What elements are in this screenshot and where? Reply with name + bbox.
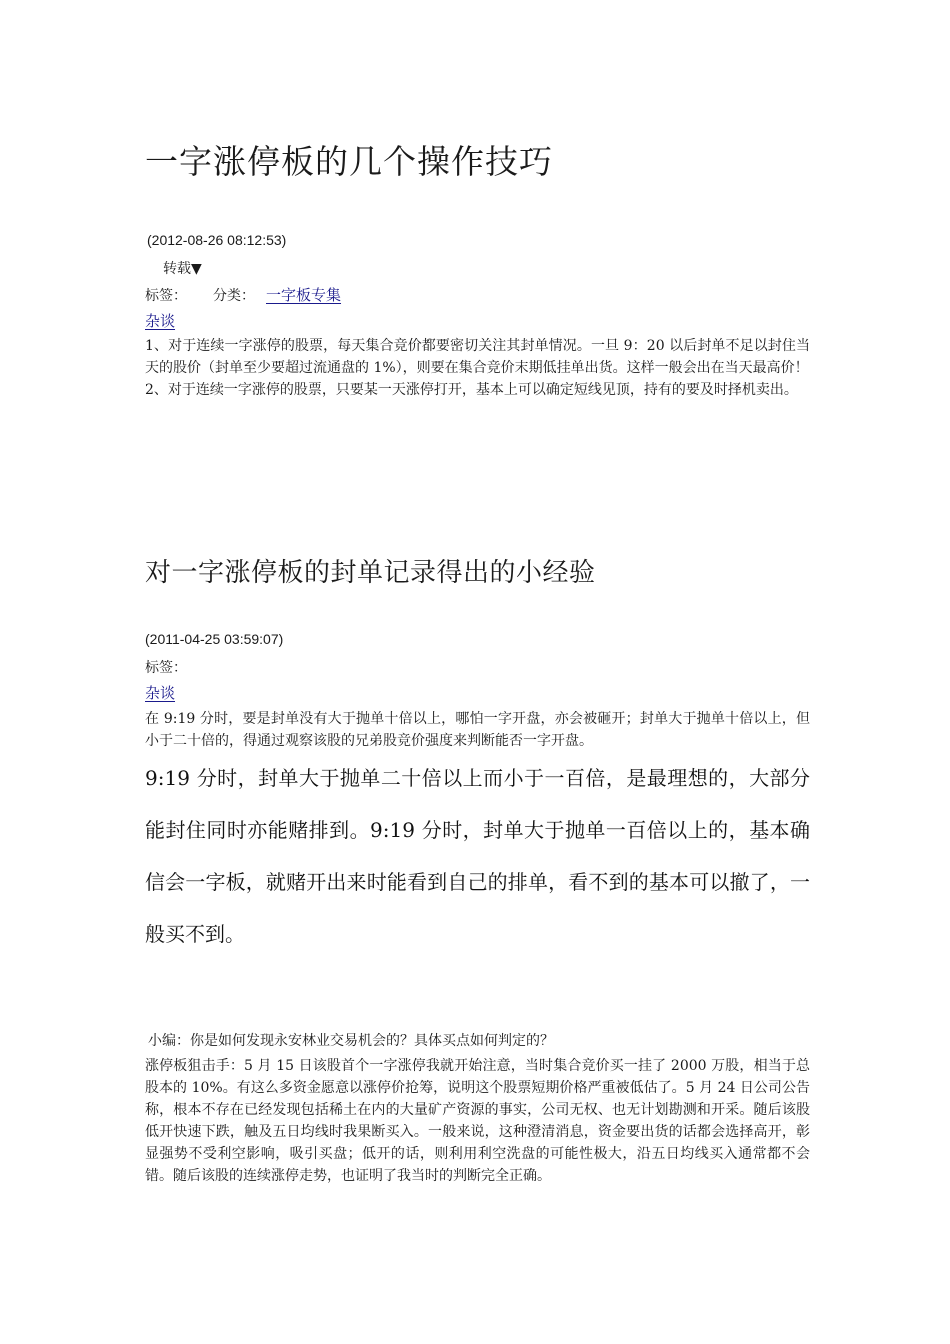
article2-tag-link[interactable]: 杂谈 [145, 684, 176, 702]
interview-answer [145, 1055, 810, 1187]
article2-paragraph-large [145, 752, 810, 960]
article2-tags-label: 标签： [145, 660, 187, 676]
article1-date: (2012-08-26 08:12:53) [147, 232, 287, 248]
article1-title: 一字涨停板的几个操作技巧 [145, 142, 553, 181]
article1-paragraph-1: 1、对于连续一字涨停的股票，每天集合竞价都要密切关注其封单情况。一旦 9：20 以后封单不足以封住当天的股价（封单至少要超过流通盘的 1%），则要在集合竞价末期低挂单出货。这样一般会出在当天最高价！ [145, 338, 810, 376]
interview-answer-text: 涨停板狙击手：5 月 15 日该股首个一字涨停我就开始注意，当时集合竞价买一挂了 2000 万股，相当于总股本的 10%。有这么多资金愿意以涨停价抢筹，说明这个股票短期价格严重被低估了。5 月 24 日公司公告称，根本不存在已经发现包括稀土在内的大量矿产资源的事实，公司无权、也无计划勘测和开采。随后该股低开快速下跌，触及五日均线时我果断买入。一般来说，这种澄清消息，资金要出货的话都会选择高开，彰显强势不受利空影响，吸引买盘；低开的话，则利用利空洗盘的可能性极大，沿五日均线买入通常都不会错。随后该股的连续涨停走势，也证明了我当时的判断完全正确。 [145, 1058, 810, 1184]
repost-toggle[interactable]: 转载▼ [163, 261, 202, 277]
article1-paragraph-2: 2、对于连续一字涨停的股票，只要某一天涨停打开，基本上可以确定短线见顶，持有的要及时择机卖出。 [145, 382, 798, 398]
article2-date: (2011-04-25 03:59:07) [145, 631, 284, 647]
article2-paragraph-small [145, 708, 810, 752]
article2-large-text: 9:19 分时，封单大于抛单二十倍以上而小于一百倍，是最理想的，大部分能封住同时亦能赌排到。9:19 分时，封单大于抛单一百倍以上的，基本确信会一字板，就赌开出来时能看到自己的排单，看不到的基本可以撤了，一般买不到。 [145, 766, 810, 946]
article1-category-label: 分类： [213, 288, 255, 304]
article2-small-text: 在 9:19 分时，要是封单没有大于抛单十倍以上，哪怕一字开盘，亦会被砸开；封单大于抛单十倍以上，但小于二十倍的，得通过观察该股的兄弟股竞价强度来判断能否一字开盘。 [145, 711, 810, 749]
category-link[interactable]: 一字板专集 [266, 286, 342, 304]
article2-title: 对一字涨停板的封单记录得出的小经验 [145, 558, 596, 588]
article1-tags-label: 标签： [145, 288, 187, 304]
article1-tag-link[interactable]: 杂谈 [145, 312, 176, 330]
interview-question: 小编：你是如何发现永安林业交易机会的？具体买点如何判定的？ [148, 1033, 554, 1049]
article1-body [145, 335, 810, 401]
